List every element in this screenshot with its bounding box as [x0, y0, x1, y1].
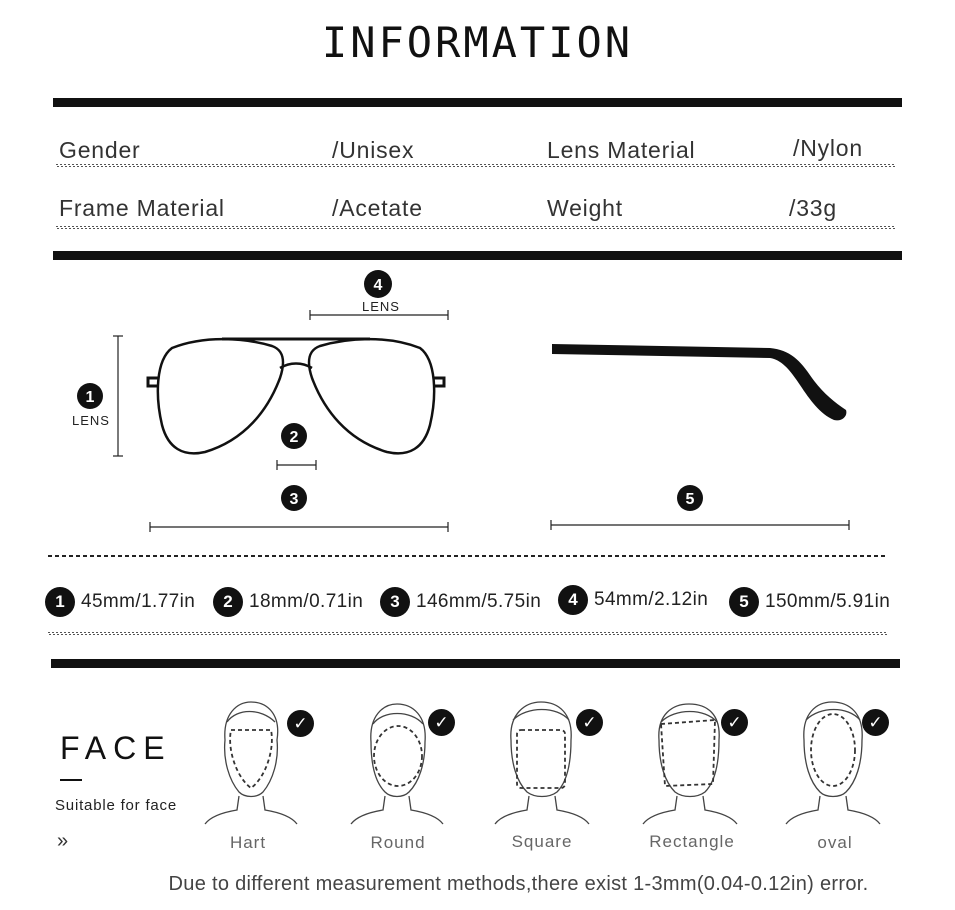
face-shape-label: Hart: [229, 833, 267, 852]
check-icon: ✓: [721, 709, 748, 736]
measurement-divider-bottom: [48, 632, 888, 638]
spec-row-divider: [56, 226, 896, 232]
nose-bridge: [280, 364, 312, 369]
marker-3-label: 3: [289, 491, 299, 508]
spec-frame-material-label: Frame Material: [59, 195, 225, 221]
spec-frame-material-value: /Acetate: [332, 195, 423, 221]
face-shape-rectangle: [627, 700, 757, 850]
measurement-2: [213, 586, 363, 618]
measurement-disclaimer: Due to different measurement methods,there exist 1-3mm(0.04-0.12in) error.: [168, 873, 869, 895]
right-lens: [309, 339, 434, 453]
measurement-5-number: 5: [729, 587, 759, 617]
face-shape-label: oval: [817, 833, 853, 852]
double-chevron-icon: »: [57, 830, 69, 852]
measurement-4: [558, 584, 708, 616]
lens-height-label: LENS: [72, 413, 110, 428]
face-section-subtitle: Suitable for face: [55, 797, 177, 814]
face-shape-oval: [770, 700, 900, 850]
spec-lens-material-value: /Nylon: [793, 135, 863, 161]
measurement-1: [45, 586, 195, 618]
left-hinge: [148, 378, 158, 386]
marker-2-label: 2: [289, 429, 299, 446]
spec-weight-label: Weight: [547, 195, 623, 221]
page-title: INFORMATION: [321, 18, 634, 67]
measurement-3-number: 3: [380, 587, 410, 617]
spec-gender-label: Gender: [59, 137, 141, 163]
check-icon: ✓: [428, 709, 455, 736]
spec-gender-value: /Unisex: [332, 137, 415, 163]
spec-row-divider: [56, 164, 896, 170]
check-icon: ✓: [862, 709, 889, 736]
check-icon: ✓: [576, 709, 603, 736]
face-shape-square: [477, 700, 607, 850]
face-shape-label: Square: [511, 832, 573, 851]
spec-lens-material-label: Lens Material: [547, 137, 696, 163]
measurement-4-value: 54mm/2.12in: [594, 589, 709, 610]
face-shape-round: [333, 700, 463, 850]
divider-bar-middle: [53, 251, 902, 260]
right-hinge: [434, 378, 444, 386]
measurement-2-number: 2: [213, 587, 243, 617]
measurement-5-value: 150mm/5.91in: [765, 591, 891, 612]
face-section-title: FACE: [60, 730, 172, 766]
face-shape-label: Round: [370, 833, 426, 852]
marker-4-label: 4: [373, 277, 383, 294]
measurement-4-number: 4: [558, 585, 588, 615]
divider-bar-bottom: [51, 659, 900, 668]
measurement-3-value: 146mm/5.75in: [416, 591, 542, 612]
measurement-5: [729, 586, 890, 618]
measurement-1-value: 45mm/1.77in: [81, 591, 196, 612]
divider-bar-top: [53, 98, 902, 107]
marker-1-label: 1: [85, 389, 95, 406]
glasses-temple-view: [552, 344, 846, 420]
face-shape-hart: [185, 700, 315, 850]
measurement-divider-top: [48, 555, 888, 557]
measurement-2-value: 18mm/0.71in: [249, 591, 364, 612]
left-lens: [158, 339, 283, 453]
face-shape-label: Rectangle: [649, 832, 735, 851]
glasses-diagram: [0, 260, 955, 550]
spec-weight-value: /33g: [789, 195, 837, 221]
marker-5-label: 5: [685, 491, 695, 508]
check-icon: ✓: [287, 710, 314, 737]
lens-width-label: LENS: [362, 299, 400, 314]
face-title-underline: [60, 779, 82, 781]
measurement-3: [380, 586, 541, 618]
measurement-1-number: 1: [45, 587, 75, 617]
